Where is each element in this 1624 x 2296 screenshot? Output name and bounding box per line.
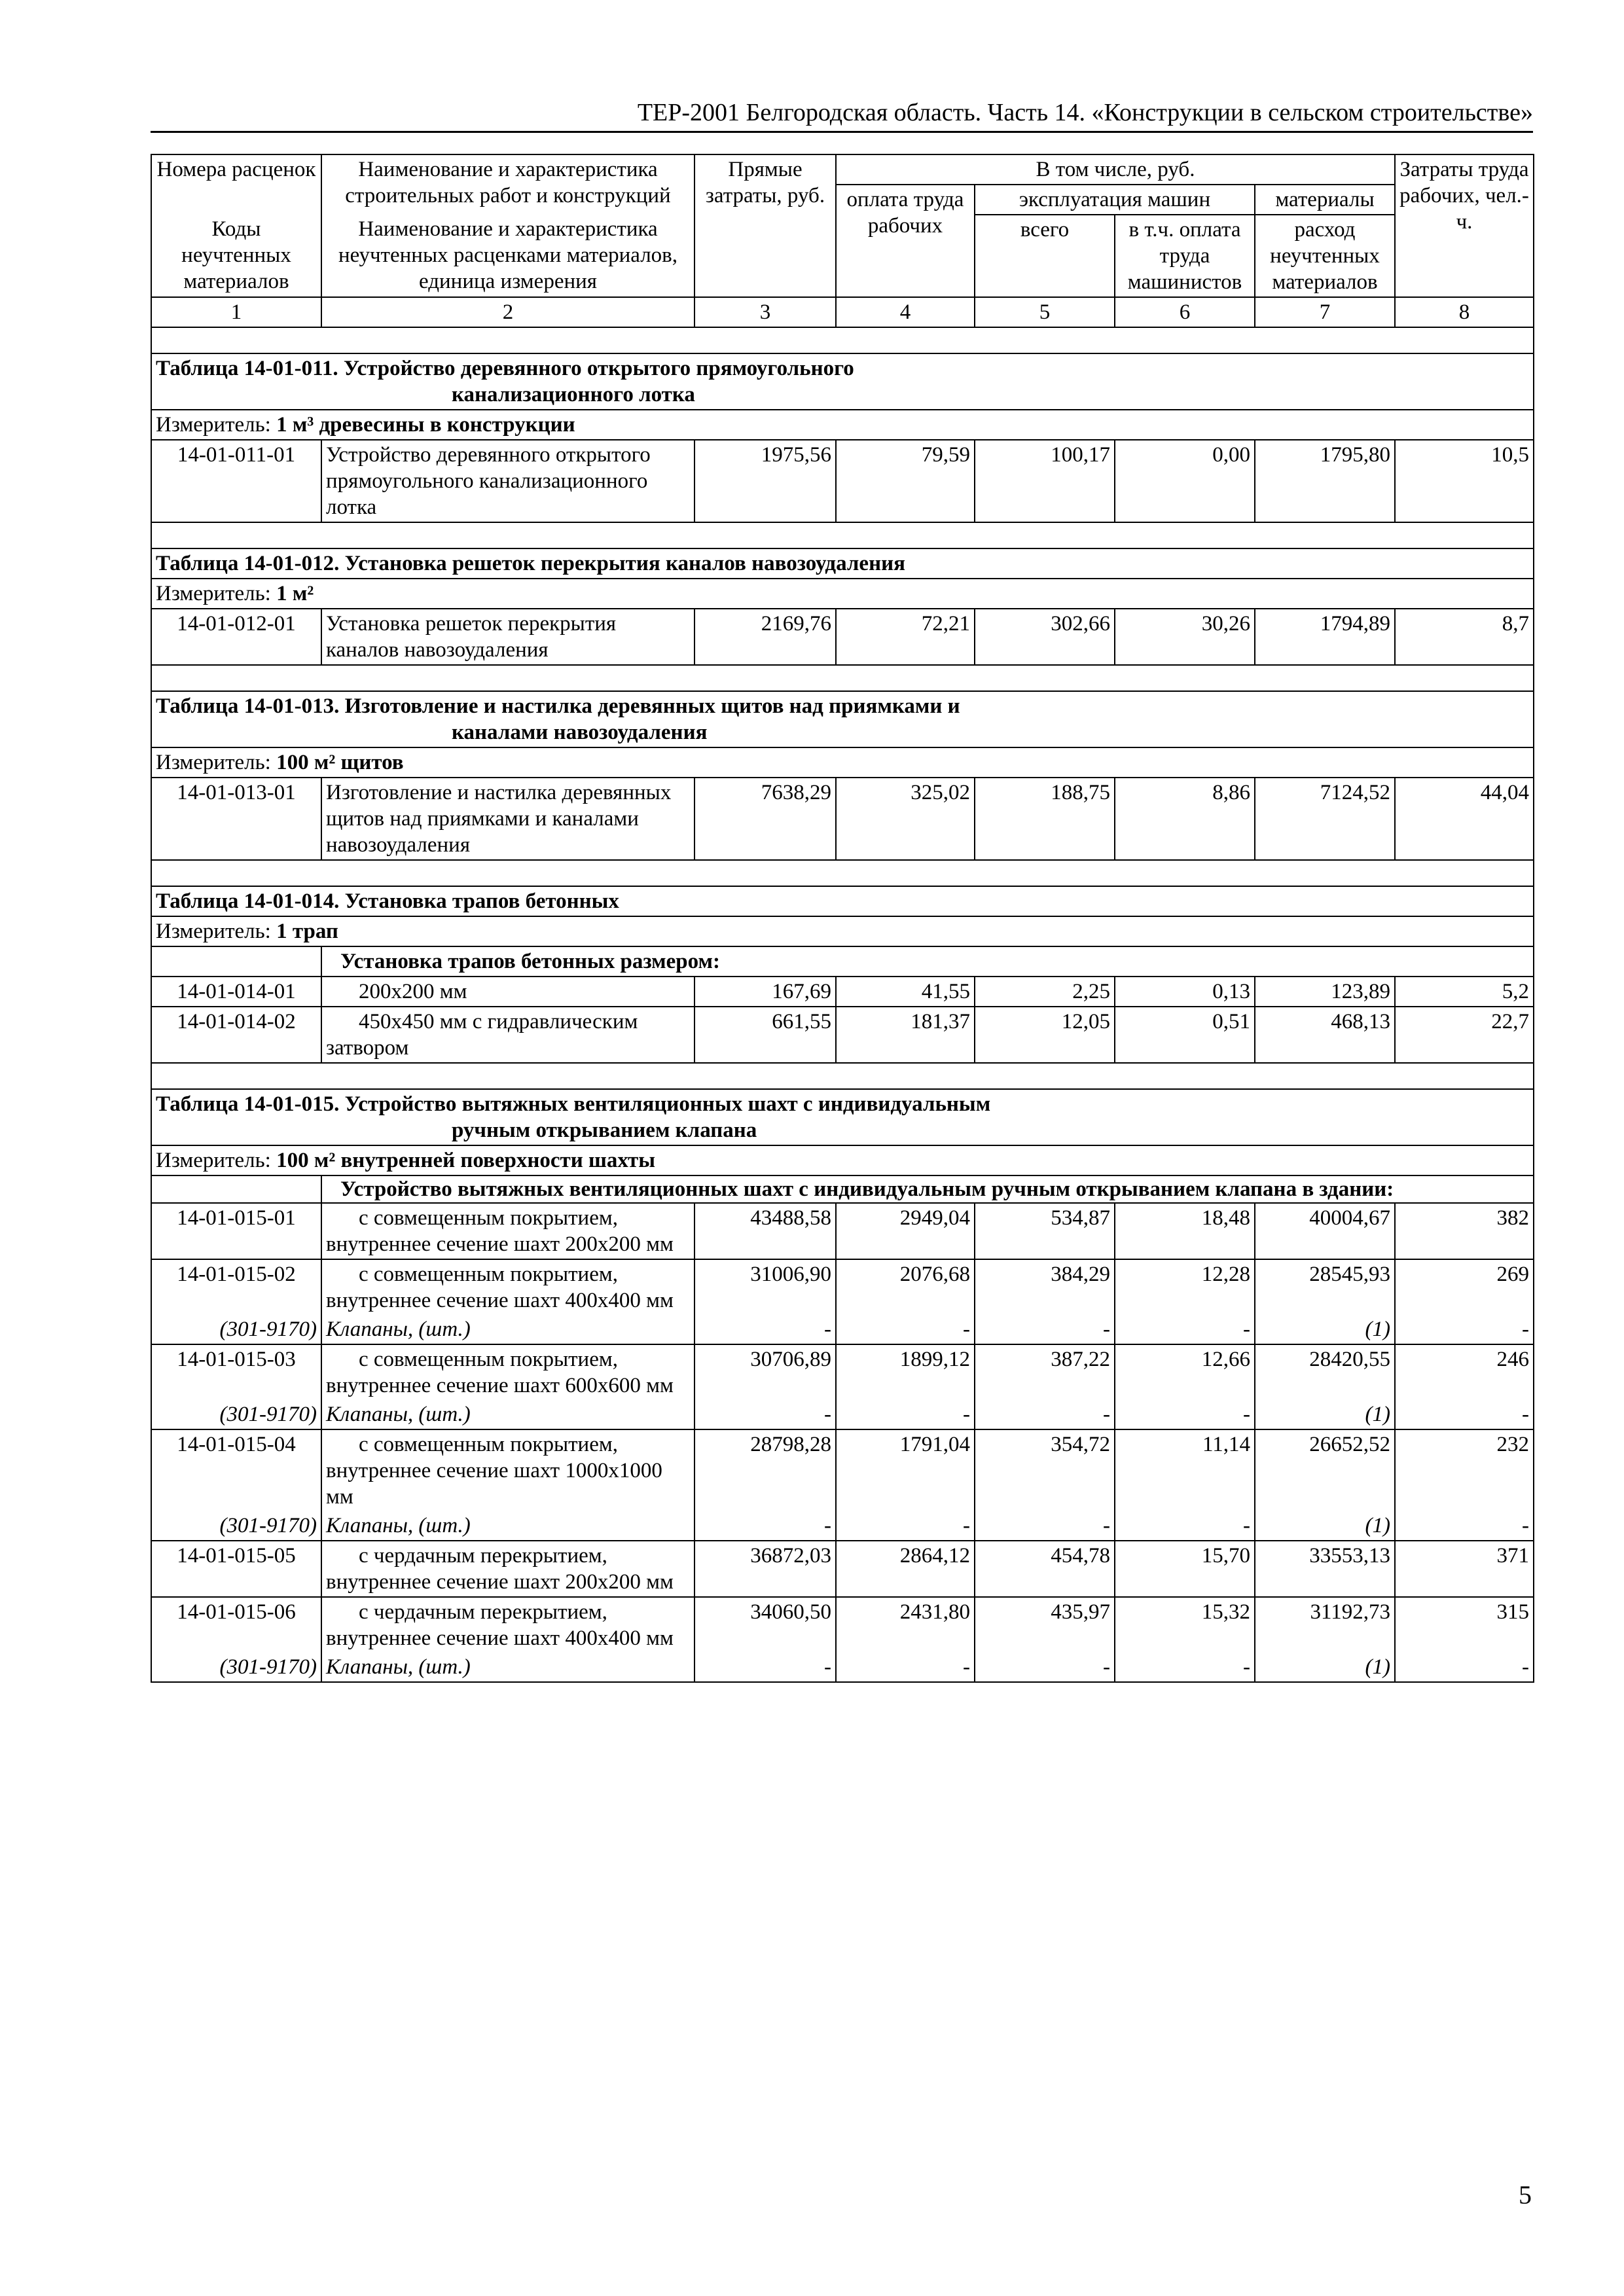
col-direct-costs: Прямые затраты, руб. — [695, 154, 836, 297]
section-title: Таблица 14-01-015. Устройство вытяжных вентиляционных шахт с индивидуальным ручным открыванием клапана — [151, 1089, 1534, 1145]
table-row: 14-01-015-06 с чердачным перекрытием, внутреннее сечение шахт 400х400 мм 34060,50 2431,80 435,97 15,32 31192,73 315 — [151, 1597, 1534, 1653]
table-row: 14-01-013-01 Изготовление и настилка деревянных щитов над приямками и каналами навозоудаления 7638,29 325,02 188,75 8,86 7124,52 44,04 — [151, 778, 1534, 860]
col-material-codes: Коды неучтенных материалов — [151, 215, 321, 297]
table-row: 14-01-015-01 с совмещенным покрытием, внутреннее сечение шахт 200х200 мм 43488,58 2949,04 534,87 18,48 40004,67 382 — [151, 1203, 1534, 1259]
table-row: 14-01-015-02 с совмещенным покрытием, внутреннее сечение шахт 400х400 мм 31006,90 2076,68 384,29 12,28 28545,93 269 — [151, 1259, 1534, 1315]
column-header-row — [151, 154, 1534, 185]
col-number: 8 — [1395, 297, 1534, 327]
material-row: (301-9170) Клапаны, (шт.) - - - - (1) - — [151, 1400, 1534, 1429]
table-row: 14-01-012-01 Установка решеток перекрытия каналов навозоудаления 2169,76 72,21 302,66 30,26 1794,89 8,7 — [151, 609, 1534, 665]
col-material-names: Наименование и характеристика неучтенных расценками материалов, единица измерения — [321, 215, 695, 297]
col-number: 3 — [695, 297, 836, 327]
table-row: 14-01-015-03 с совмещенным покрытием, внутреннее сечение шахт 600х600 мм 30706,89 1899,12 387,22 12,66 28420,55 246 — [151, 1344, 1534, 1400]
unit-measure: Измеритель: 100 м² щитов — [151, 747, 1534, 778]
col-labor-costs: Затраты труда рабочих, чел.-ч. — [1395, 154, 1534, 297]
col-rate-numbers: Номера расценок — [151, 154, 321, 215]
col-number: 7 — [1255, 297, 1395, 327]
unit-measure: Измеритель: 100 м² внутренней поверхности шахты — [151, 1145, 1534, 1175]
section-title: Таблица 14-01-013. Изготовление и настилка деревянных щитов над приямками и каналами навозоудаления — [151, 691, 1534, 747]
document-header: ТЕР-2001 Белгородская область. Часть 14. «Конструкции в сельском строительстве» — [151, 98, 1533, 133]
unit-measure: Измеритель: 1 трап — [151, 916, 1534, 946]
subheader: Устройство вытяжных вентиляционных шахт с индивидуальным ручным открыванием клапана в здании: — [321, 1175, 1534, 1203]
price-table — [151, 154, 1533, 1683]
col-number: 5 — [975, 297, 1115, 327]
table-row: 14-01-015-04 с совмещенным покрытием, внутреннее сечение шахт 1000х1000 мм 28798,28 1791,04 354,72 11,14 26652,52 232 — [151, 1429, 1534, 1511]
col-wages: оплата труда рабочих — [836, 185, 975, 297]
table-row: 14-01-014-01 200х200 мм 167,69 41,55 2,25 0,13 123,89 5,2 — [151, 977, 1534, 1007]
col-machinist-wages: в т.ч. оплата труда машинистов — [1115, 215, 1255, 297]
col-materials-group: материалы — [1255, 185, 1395, 215]
table-row: 14-01-011-01 Устройство деревянного открытого прямоугольного канализационного лотка 1975,56 79,59 100,17 0,00 1795,80 10,5 — [151, 440, 1534, 522]
col-machines-group: эксплуатация машин — [975, 185, 1255, 215]
table-row: 14-01-015-05 с чердачным перекрытием, внутреннее сечение шахт 200х200 мм 36872,03 2864,12 454,78 15,70 33553,13 371 — [151, 1541, 1534, 1597]
col-number: 4 — [836, 297, 975, 327]
unit-measure: Измеритель: 1 м² — [151, 579, 1534, 609]
material-row: (301-9170) Клапаны, (шт.) - - - - (1) - — [151, 1315, 1534, 1344]
col-number: 1 — [151, 297, 321, 327]
material-row: (301-9170) Клапаны, (шт.) - - - - (1) - — [151, 1511, 1534, 1541]
col-machines-total: всего — [975, 215, 1115, 297]
column-number-row — [151, 297, 1534, 327]
col-number: 2 — [321, 297, 695, 327]
col-work-name: Наименование и характеристика строительных работ и конструкций — [321, 154, 695, 215]
section-title: Таблица 14-01-012. Установка решеток перекрытия каналов навозоудаления — [151, 548, 1534, 579]
col-group-incl: В том числе, руб. — [836, 154, 1395, 185]
material-row: (301-9170) Клапаны, (шт.) - - - - (1) - — [151, 1653, 1534, 1682]
col-number: 6 — [1115, 297, 1255, 327]
section-title: Таблица 14-01-011. Устройство деревянного открытого прямоугольного канализационного лотка — [151, 353, 1534, 410]
table-row: 14-01-014-02 450х450 мм с гидравлическим затвором 661,55 181,37 12,05 0,51 468,13 22,7 — [151, 1007, 1534, 1063]
col-unaccounted-materials: расход неучтенных материалов — [1255, 215, 1395, 297]
section-title: Таблица 14-01-014. Установка трапов бетонных — [151, 886, 1534, 916]
page-number: 5 — [1519, 2180, 1532, 2210]
unit-measure: Измеритель: 1 м³ древесины в конструкции — [151, 410, 1534, 440]
subheader: Установка трапов бетонных размером: — [321, 946, 1534, 977]
